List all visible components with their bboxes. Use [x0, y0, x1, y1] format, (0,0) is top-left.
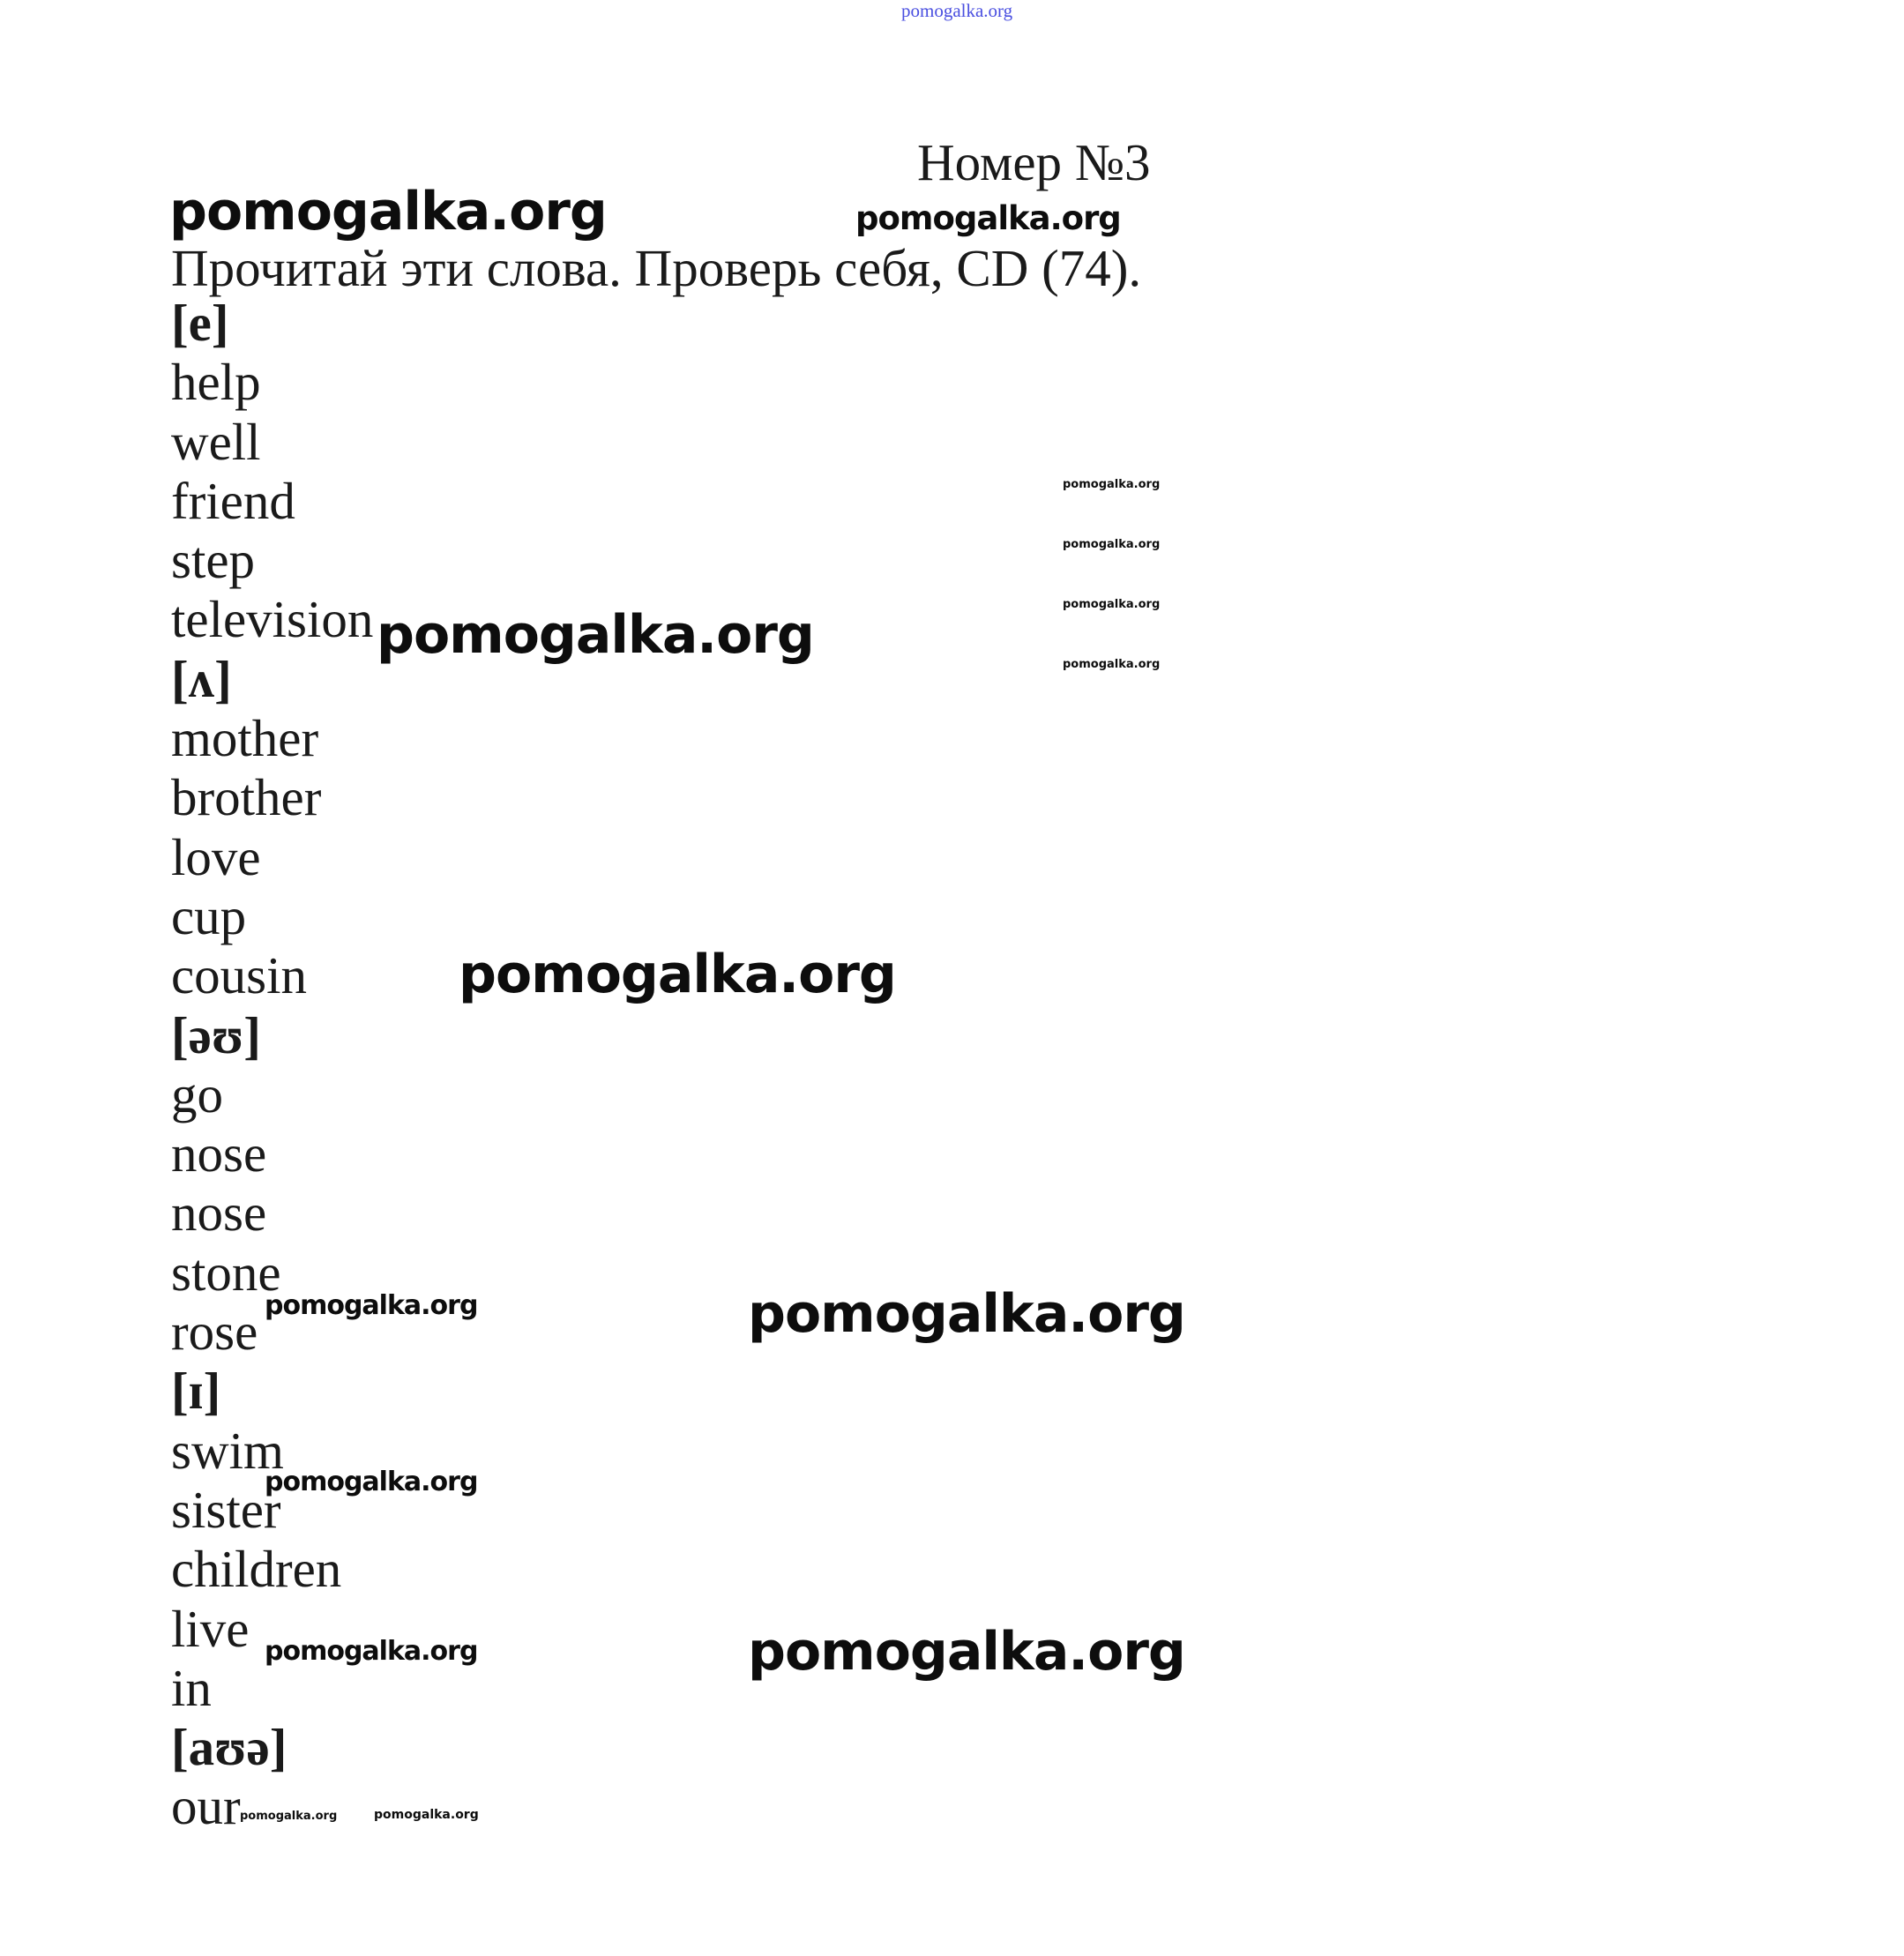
watermark: pomogalka.org — [1063, 658, 1161, 671]
word-list — [171, 294, 373, 1837]
vocabulary-word: nose — [171, 1124, 267, 1183]
vocabulary-word: help — [171, 353, 261, 412]
vocabulary-word: live — [171, 1599, 250, 1658]
vocabulary-word: step — [171, 531, 256, 590]
vocabulary-word: sister — [171, 1480, 281, 1539]
vocabulary-word: swim — [171, 1421, 284, 1480]
vocabulary-word: love — [171, 827, 261, 886]
vocabulary-word: our — [171, 1777, 241, 1836]
vocabulary-word: well — [171, 412, 261, 471]
vocabulary-word: cup — [171, 886, 247, 945]
watermark: pomogalka.org — [1063, 478, 1161, 491]
vocabulary-word: cousin — [171, 946, 308, 1005]
vocabulary-word: children — [171, 1540, 342, 1599]
vocabulary-word: go — [171, 1064, 223, 1124]
watermark: pomogalka.org — [1063, 598, 1161, 611]
sound-heading: [e] — [171, 294, 229, 352]
watermark: pomogalka.org — [169, 181, 607, 243]
watermark: pomogalka.org — [459, 944, 896, 1005]
vocabulary-word: brother — [171, 768, 322, 827]
sound-heading: [ɪ] — [171, 1362, 221, 1421]
watermark: pomogalka.org — [374, 1808, 479, 1822]
watermark: pomogalka.org — [265, 1636, 478, 1667]
vocabulary-word: mother — [171, 709, 319, 768]
vocabulary-word: in — [171, 1658, 212, 1717]
vocabulary-word: nose — [171, 1183, 267, 1243]
vocabulary-word: television — [171, 590, 374, 649]
watermark: pomogalka.org — [748, 1621, 1185, 1683]
watermark: pomogalka.org — [377, 604, 814, 666]
vocabulary-word: stone — [171, 1243, 281, 1302]
exercise-number: Номер №3 — [917, 133, 1151, 191]
vocabulary-word: rose — [171, 1303, 258, 1362]
watermark: pomogalka.org — [855, 199, 1121, 237]
watermark: pomogalka.org — [265, 1467, 478, 1497]
sound-heading: [əʊ] — [171, 1005, 261, 1064]
top-site-link[interactable]: pomogalka.org — [901, 0, 1013, 21]
watermark: pomogalka.org — [1063, 538, 1161, 551]
sound-heading: [aʊə] — [171, 1718, 287, 1777]
watermark: pomogalka.org — [748, 1283, 1185, 1345]
watermark: pomogalka.org — [265, 1290, 478, 1321]
exercise-instruction: Прочитай эти слова. Проверь себя, CD (74). — [171, 239, 1142, 297]
watermark: pomogalka.org — [240, 1810, 338, 1823]
vocabulary-word: friend — [171, 471, 295, 530]
sound-heading: [ʌ] — [171, 649, 232, 708]
